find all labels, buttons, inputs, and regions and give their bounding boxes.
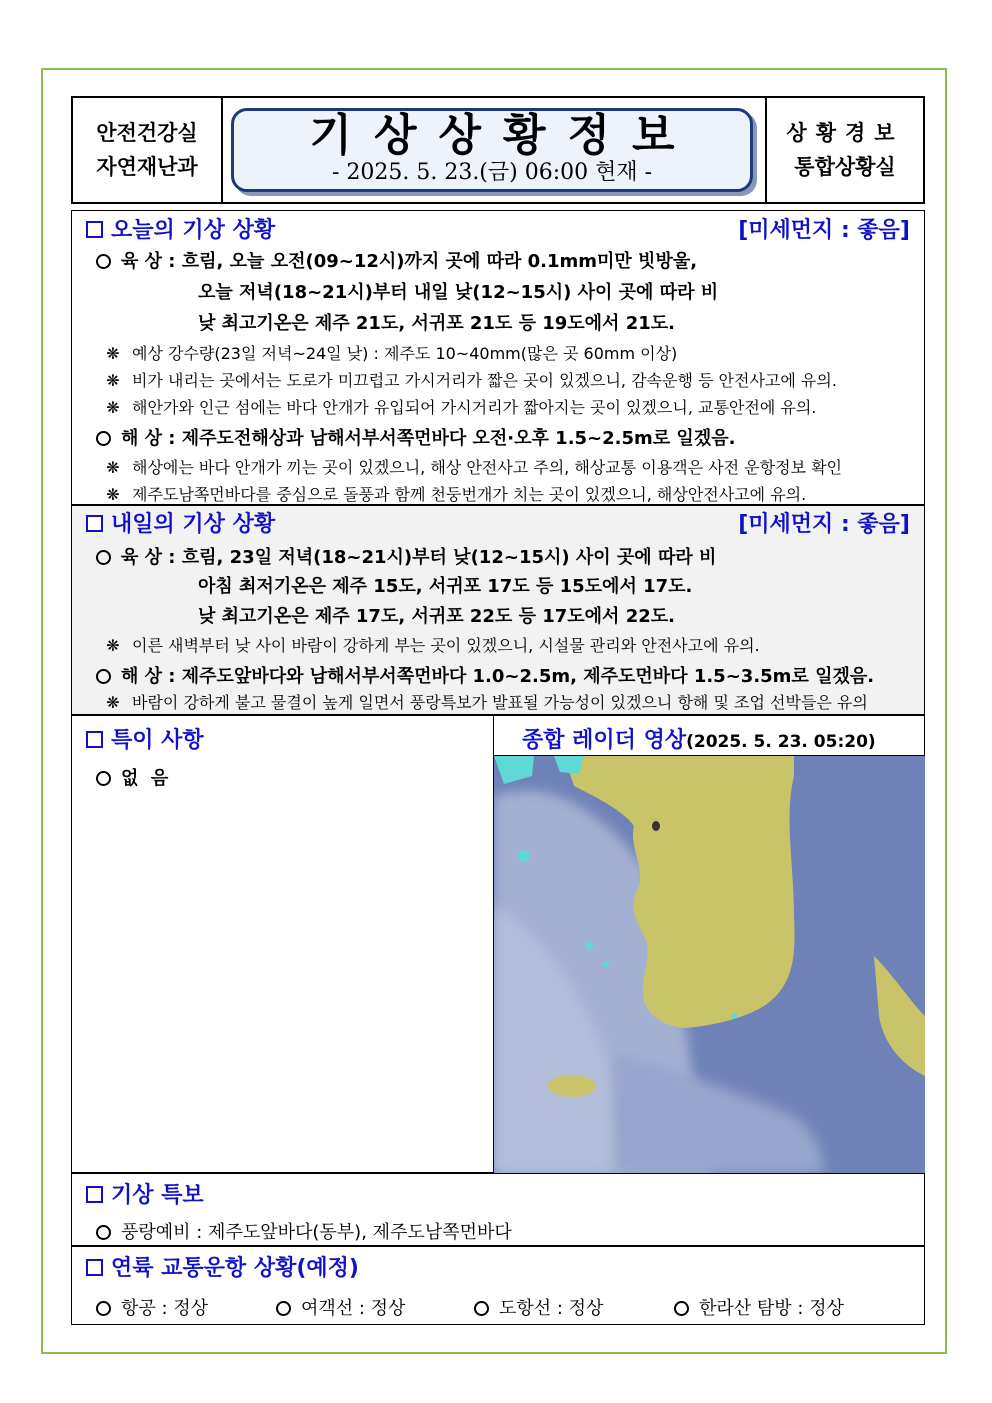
tomorrow-title	[86, 507, 275, 538]
tomorrow-sea-text: 해 상 : 제주도앞바다와 남해서부서쪽먼바다 1.0~2.5m, 제주도먼바다 1.5~3.5m로 일겠음.	[121, 666, 875, 687]
circle-bullet-icon	[96, 771, 111, 786]
tomorrow-land-line2: 아침 최저기온은 제주 15도, 서귀포 17도 등 15도에서 17도.	[198, 576, 693, 597]
radar-timestamp: (2025. 5. 23. 05:20)	[686, 732, 876, 752]
today-note5: 제주도남쪽먼바다를 중심으로 돌풍과 함께 천둥번개가 치는 곳이 있겠으니, 해상안전사고에 유의.	[132, 485, 807, 504]
tomorrow-section	[71, 505, 925, 715]
circle-bullet-icon	[96, 550, 111, 565]
tomorrow-land-line1: 육 상 : 흐림, 23일 저녁(18~21시)부터 낮(12~15시) 사이 곳에 따라 비	[121, 547, 717, 568]
warning-item	[96, 1218, 512, 1244]
today-note2: 비가 내리는 곳에서는 도로가 미끄럽고 가시거리가 짧은 곳이 있겠으니, 감속운행 등 안전사고에 유의.	[132, 371, 837, 390]
special-title	[86, 723, 204, 754]
today-note: ❋ 해상에는 바다 안개가 끼는 곳이 있겠으니, 해상 안전사고 주의, 해상교통 이용객은 사전 운항정보 확인	[106, 458, 842, 477]
today-sea-text: 해 상 : 제주도전해상과 남해서부서쪽먼바다 오전·오후 1.5~2.5m로 일겠음.	[121, 428, 736, 449]
today-land	[96, 247, 697, 273]
today-note: ❋ 제주도남쪽먼바다를 중심으로 돌풍과 함께 천둥번개가 치는 곳이 있겠으니, 해상안전사고에 유의.	[106, 485, 807, 504]
warning-section	[71, 1173, 925, 1246]
today-land-line3: 낮 최고기온은 제주 21도, 서귀포 21도 등 19도에서 21도.	[198, 313, 675, 334]
transport-island	[474, 1294, 603, 1320]
transport-hallasan-text: 한라산 탐방 : 정상	[699, 1298, 844, 1319]
header-office	[765, 98, 923, 202]
special-title-text: 특이 사항	[111, 728, 204, 753]
special-item-text: 없 음	[121, 768, 169, 789]
circle-bullet-icon	[96, 669, 111, 684]
checkbox-icon	[86, 1259, 103, 1276]
today-land-line2: 오늘 저녁(18~21시)부터 내일 낮(12~15시) 사이 곳에 따라 비	[198, 282, 719, 303]
tomorrow-land	[96, 543, 716, 569]
transport-ferry	[276, 1294, 405, 1320]
tomorrow-note: ❋ 이른 새벽부터 낮 사이 바람이 강하게 부는 곳이 있겠으니, 시설물 관리와 안전사고에 유의.	[106, 636, 760, 655]
circle-bullet-icon	[96, 254, 111, 269]
tomorrow-note1: 이른 새벽부터 낮 사이 바람이 강하게 부는 곳이 있겠으니, 시설물 관리와 안전사고에 유의.	[132, 636, 760, 655]
radar-map	[494, 756, 925, 1174]
transport-ferry-text: 여객선 : 정상	[301, 1298, 406, 1319]
checkbox-icon	[86, 731, 103, 748]
radar-image	[494, 755, 925, 1174]
transport-island-text: 도항선 : 정상	[499, 1298, 604, 1319]
header-right-line1: 상황경보	[786, 121, 904, 145]
today-note: ❋ 비가 내리는 곳에서는 도로가 미끄럽고 가시거리가 짧은 곳이 있겠으니, 감속운행 등 안전사고에 유의.	[106, 371, 837, 390]
tomorrow-note: ❋ 바람이 강하게 불고 물결이 높게 일면서 풍랑특보가 발표될 가능성이 있겠으니 항해 및 조업 선박들은 유의	[106, 693, 868, 712]
report-date: - 2025. 5. 23.(금) 06:00 현재 -	[331, 160, 653, 185]
transport-air-text: 항공 : 정상	[121, 1298, 209, 1319]
radar-title-text: 종합 레이더 영상	[522, 728, 687, 753]
warning-title-text: 기상 특보	[111, 1183, 204, 1208]
radar-title	[522, 723, 876, 754]
header-right-line2: 통합상황실	[794, 155, 896, 179]
today-sea	[96, 424, 735, 450]
today-note: ❋ 해안가와 인근 섬에는 바다 안개가 유입되어 가시거리가 짧아지는 곳이 있겠으니, 교통안전에 유의.	[106, 398, 817, 417]
today-note4: 해상에는 바다 안개가 끼는 곳이 있겠으니, 해상 안전사고 주의, 해상교통 이용객은 사전 운항정보 확인	[132, 458, 842, 477]
today-title	[86, 213, 275, 244]
checkbox-icon	[86, 221, 103, 238]
today-land-line1: 육 상 : 흐림, 오늘 오전(09~12시)까지 곳에 따라 0.1mm미만 빗방울,	[121, 251, 698, 272]
checkbox-icon	[86, 515, 103, 532]
warning-item-text: 풍랑예비 : 제주도앞바다(동부), 제주도남쪽먼바다	[121, 1222, 512, 1243]
today-dust: [미세먼지 : 좋음]	[738, 218, 910, 243]
today-note3: 해안가와 인근 섬에는 바다 안개가 유입되어 가시거리가 짧아지는 곳이 있겠으니, 교통안전에 유의.	[132, 398, 817, 417]
tomorrow-note2: 바람이 강하게 불고 물결이 높게 일면서 풍랑특보가 발표될 가능성이 있겠으니 항해 및 조업 선박들은 유의	[132, 693, 868, 712]
today-note1: 예상 강수량(23일 저녁~24일 낮) : 제주도 10~40mm(많은 곳 60mm 이상)	[132, 344, 678, 363]
header-left-line2: 자연재난과	[96, 155, 198, 179]
header-left-line1: 안전건강실	[96, 121, 198, 145]
transport-hallasan	[674, 1294, 844, 1320]
header	[71, 96, 925, 204]
transport-section	[71, 1246, 925, 1325]
circle-bullet-icon	[674, 1301, 689, 1316]
transport-title-text: 연륙 교통운항 상황(예정)	[111, 1256, 359, 1281]
page-title: 기상상황정보	[309, 110, 697, 161]
circle-bullet-icon	[96, 1301, 111, 1316]
special-radar-section	[71, 715, 925, 1173]
transport-title	[86, 1251, 359, 1282]
checkbox-icon	[86, 1186, 103, 1203]
special-item	[96, 764, 168, 790]
warning-title	[86, 1178, 204, 1209]
tomorrow-land-line3: 낮 최고기온은 제주 17도, 서귀포 22도 등 17도에서 22도.	[198, 606, 675, 627]
header-department	[73, 98, 223, 202]
circle-bullet-icon	[96, 431, 111, 446]
circle-bullet-icon	[276, 1301, 291, 1316]
transport-air	[96, 1294, 208, 1320]
title-box	[231, 108, 753, 192]
today-note: ❋ 예상 강수량(23일 저녁~24일 낮) : 제주도 10~40mm(많은 곳 60mm 이상)	[106, 344, 678, 363]
circle-bullet-icon	[96, 1225, 111, 1240]
circle-bullet-icon	[474, 1301, 489, 1316]
today-section	[71, 210, 925, 505]
tomorrow-dust: [미세먼지 : 좋음]	[738, 512, 910, 537]
tomorrow-title-text: 내일의 기상 상황	[111, 512, 276, 537]
today-title-text: 오늘의 기상 상황	[111, 218, 276, 243]
tomorrow-sea	[96, 662, 874, 688]
